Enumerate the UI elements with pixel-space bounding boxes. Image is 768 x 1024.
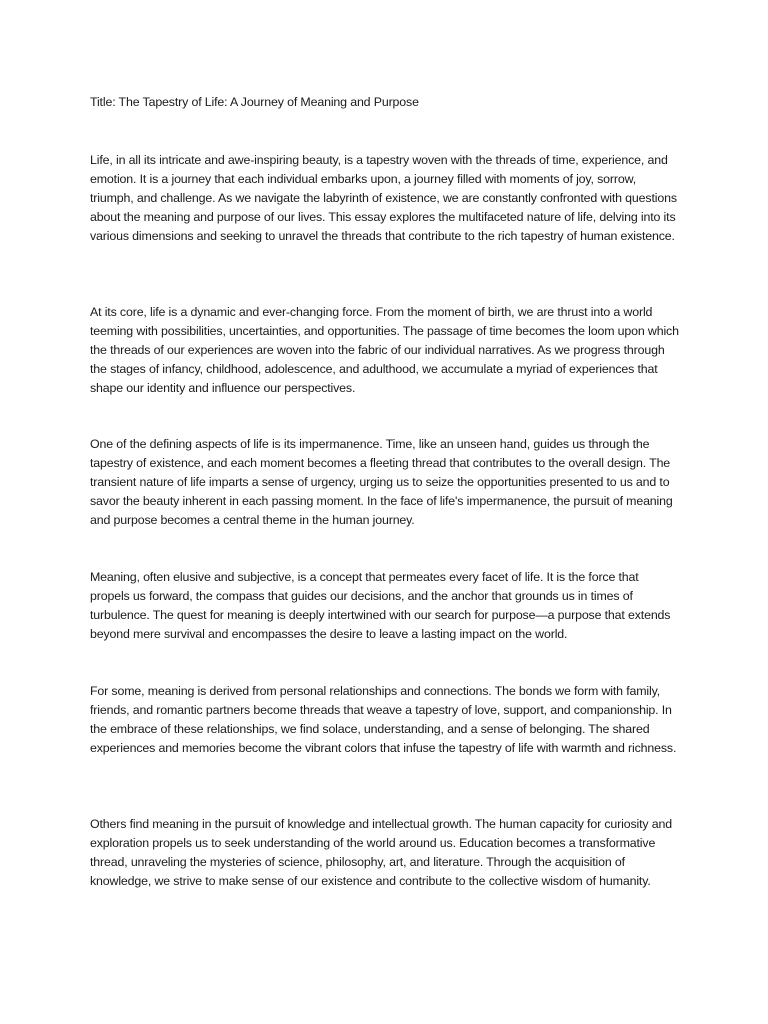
paragraph-5: For some, meaning is derived from personal relationships and connections. The bonds we form with family, friends, and romantic partners become threads that weave a tapestry of love, support, and companionship. In the embrace of these relationships, we find solace, understanding, and a sense of belonging. The shared experiences and memories become the vibrant colors that infuse the tapestry of life with warmth and richness. (90, 684, 677, 755)
paragraph-1: Life, in all its intricate and awe-inspiring beauty, is a tapestry woven with the threads of time, experience, and emotion. It is a journey that each individual embarks upon, a journey filled with moments of joy, sorrow, triumph, and challenge. As we navigate the labyrinth of existence, we are constantly confronted with questions about the meaning and purpose of our lives. This essay explores the multifaceted nature of life, delving into its various dimensions and seeking to unravel the threads that contribute to the rich tapestry of human existence. (90, 153, 677, 243)
paragraph-3: One of the defining aspects of life is its impermanence. Time, like an unseen hand, guides us through the tapestry of existence, and each moment becomes a fleeting thread that contributes to the overall design. The transient nature of life imparts a sense of urgency, urging us to seize the opportunities presented to us and to savor the beauty inherent in each passing moment. In the face of life's impermanence, the pursuit of meaning and purpose becomes a central theme in the human journey. (90, 437, 673, 527)
paragraph-6: Others find meaning in the pursuit of knowledge and intellectual growth. The human capacity for curiosity and exploration propels us to seek understanding of the world around us. Education becomes a transformative thread, unraveling the mysteries of science, philosophy, art, and literature. Through the acquisition of knowledge, we strive to make sense of our existence and contribute to the collective wisdom of humanity. (90, 817, 672, 888)
paragraph-2: At its core, life is a dynamic and ever-changing force. From the moment of birth, we are thrust into a world teeming with possibilities, uncertainties, and opportunities. The passage of time becomes the loom upon which the threads of our experiences are woven into the fabric of our individual narratives. As we progress through the stages of infancy, childhood, adolescence, and adulthood, we accumulate a myriad of experiences that shape our identity and influence our perspectives. (90, 305, 679, 395)
document-title: Title: The Tapestry of Life: A Journey of Meaning and Purpose (90, 95, 419, 109)
paragraph-4: Meaning, often elusive and subjective, is a concept that permeates every facet of life. It is the force that propels us forward, the compass that guides our decisions, and the anchor that grounds us in times of turbulence. The quest for meaning is deeply intertwined with our search for purpose—a purpose that extends beyond mere survival and encompasses the desire to leave a lasting impact on the world. (90, 570, 671, 641)
